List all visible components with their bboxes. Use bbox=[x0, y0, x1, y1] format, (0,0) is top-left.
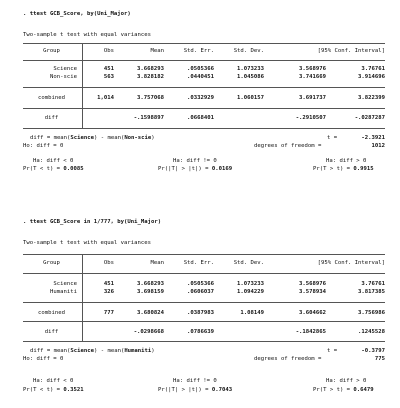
row-ci-high: 3.817385 bbox=[358, 289, 385, 295]
col-header-se: Std. Err. bbox=[183, 260, 214, 266]
command-line: . ttest GCB_Score, by(Uni_Major) bbox=[23, 11, 131, 17]
col-header-sd: Std. Dev. bbox=[233, 48, 264, 54]
row-ci-low: -.1842865 bbox=[295, 329, 326, 335]
row-ci-high: 3.76761 bbox=[361, 66, 385, 72]
p-two-sided: Pr(|T| > |t|) = 0.0169 bbox=[158, 166, 233, 172]
row-sd: 1.073233 bbox=[237, 66, 264, 72]
row-group: Science bbox=[53, 281, 77, 287]
row-obs: 563 bbox=[103, 74, 114, 80]
row-ci-low: 3.568976 bbox=[299, 281, 326, 287]
df-label: degrees of freedom = bbox=[254, 356, 322, 362]
ha-right: Ha: diff > 0 bbox=[326, 378, 367, 384]
col-header-group: Group bbox=[43, 260, 60, 266]
p-right: Pr(T > t) = 0.6479 bbox=[313, 387, 374, 393]
row-se: .0387983 bbox=[187, 310, 214, 316]
row-se: .0505366 bbox=[187, 281, 214, 287]
row-group: Humaniti bbox=[50, 289, 77, 295]
row-mean: 3.757068 bbox=[137, 95, 164, 101]
row-sd: 1.060157 bbox=[237, 95, 264, 101]
p-two-sided: Pr(|T| > |t|) = 0.7043 bbox=[158, 387, 233, 393]
row-group: Science bbox=[53, 66, 77, 72]
ha-two-sided: Ha: diff != 0 bbox=[173, 378, 217, 384]
row-mean: 3.828182 bbox=[137, 74, 164, 80]
col-header-sd: Std. Dev. bbox=[233, 260, 264, 266]
row-group: diff bbox=[44, 115, 59, 121]
t-value: -0.3797 bbox=[361, 348, 385, 354]
row-sd: 1.094229 bbox=[237, 289, 264, 295]
row-ci-high: 3.756986 bbox=[358, 310, 385, 316]
col-header-ci: [95% Conf. Interval] bbox=[317, 260, 385, 266]
t-value: -2.3921 bbox=[361, 135, 385, 141]
row-ci-high: 3.822399 bbox=[358, 95, 385, 101]
t-statistic: t = bbox=[327, 135, 338, 141]
col-header-se: Std. Err. bbox=[183, 48, 214, 54]
p-left: Pr(T < t) = 0.3521 bbox=[23, 387, 84, 393]
t-statistic: t = bbox=[327, 348, 338, 354]
df-label: degrees of freedom = bbox=[254, 143, 322, 149]
col-header-ci: [95% Conf. Interval] bbox=[317, 48, 385, 54]
col-header-obs: Obs bbox=[103, 48, 114, 54]
diff-definition: diff = mean(Science) - mean(Humaniti) bbox=[30, 348, 155, 354]
row-ci-low: 3.604662 bbox=[299, 310, 326, 316]
p-right: Pr(T > t) = 0.9915 bbox=[313, 166, 374, 172]
diff-definition: diff = mean(Science) - mean(Non-scie) bbox=[30, 135, 155, 141]
row-mean: 3.668293 bbox=[137, 66, 164, 72]
row-ci-high: 3.76761 bbox=[361, 281, 385, 287]
row-ci-low: 3.568976 bbox=[299, 66, 326, 72]
test-subtitle: Two-sample t test with equal variances bbox=[23, 32, 151, 38]
ha-right: Ha: diff > 0 bbox=[326, 158, 367, 164]
p-left: Pr(T < t) = 0.0085 bbox=[23, 166, 84, 172]
row-group: combined bbox=[38, 95, 65, 101]
null-hypothesis: Ho: diff = 0 bbox=[23, 143, 64, 149]
row-group: combined bbox=[38, 310, 65, 316]
row-ci-low: -.2910507 bbox=[295, 115, 326, 121]
test-subtitle: Two-sample t test with equal variances bbox=[23, 240, 151, 246]
row-group: diff bbox=[44, 329, 59, 335]
col-header-mean: Mean bbox=[150, 260, 164, 266]
row-se: .0786639 bbox=[187, 329, 214, 335]
row-ci-high: 3.914696 bbox=[358, 74, 385, 80]
row-obs: 451 bbox=[103, 66, 114, 72]
row-obs: 451 bbox=[103, 281, 114, 287]
null-hypothesis: Ho: diff = 0 bbox=[23, 356, 64, 362]
row-sd: 1.073233 bbox=[237, 281, 264, 287]
row-mean: -.0298668 bbox=[133, 329, 164, 335]
row-ci-high: -.0287287 bbox=[354, 115, 385, 121]
df-value: 1012 bbox=[371, 143, 385, 149]
df-value: 775 bbox=[374, 356, 385, 362]
row-sd: 1.08149 bbox=[240, 310, 264, 316]
row-obs: 1,014 bbox=[97, 95, 114, 101]
row-se: .0668401 bbox=[187, 115, 214, 121]
row-group: Non-scie bbox=[50, 74, 77, 80]
row-se: .0606037 bbox=[187, 289, 214, 295]
row-ci-low: 3.691737 bbox=[299, 95, 326, 101]
row-obs: 326 bbox=[103, 289, 114, 295]
col-header-group: Group bbox=[43, 48, 60, 54]
row-sd: 1.045086 bbox=[237, 74, 264, 80]
row-mean: 3.668293 bbox=[137, 281, 164, 287]
row-ci-low: 3.578934 bbox=[299, 289, 326, 295]
row-mean: 3.698159 bbox=[137, 289, 164, 295]
col-header-mean: Mean bbox=[150, 48, 164, 54]
row-obs: 777 bbox=[103, 310, 114, 316]
row-ci-low: 3.741669 bbox=[299, 74, 326, 80]
row-se: .0440451 bbox=[187, 74, 214, 80]
row-se: .0332929 bbox=[187, 95, 214, 101]
command-line: . ttest GCB_Score in 1/777, by(Uni_Major) bbox=[23, 219, 162, 225]
col-header-obs: Obs bbox=[103, 260, 114, 266]
row-mean: 3.680824 bbox=[137, 310, 164, 316]
row-mean: -.1598897 bbox=[133, 115, 164, 121]
ha-two-sided: Ha: diff != 0 bbox=[173, 158, 217, 164]
row-ci-high: .1245528 bbox=[358, 329, 385, 335]
ha-left: Ha: diff < 0 bbox=[33, 158, 74, 164]
row-se: .0505366 bbox=[187, 66, 214, 72]
ha-left: Ha: diff < 0 bbox=[33, 378, 74, 384]
